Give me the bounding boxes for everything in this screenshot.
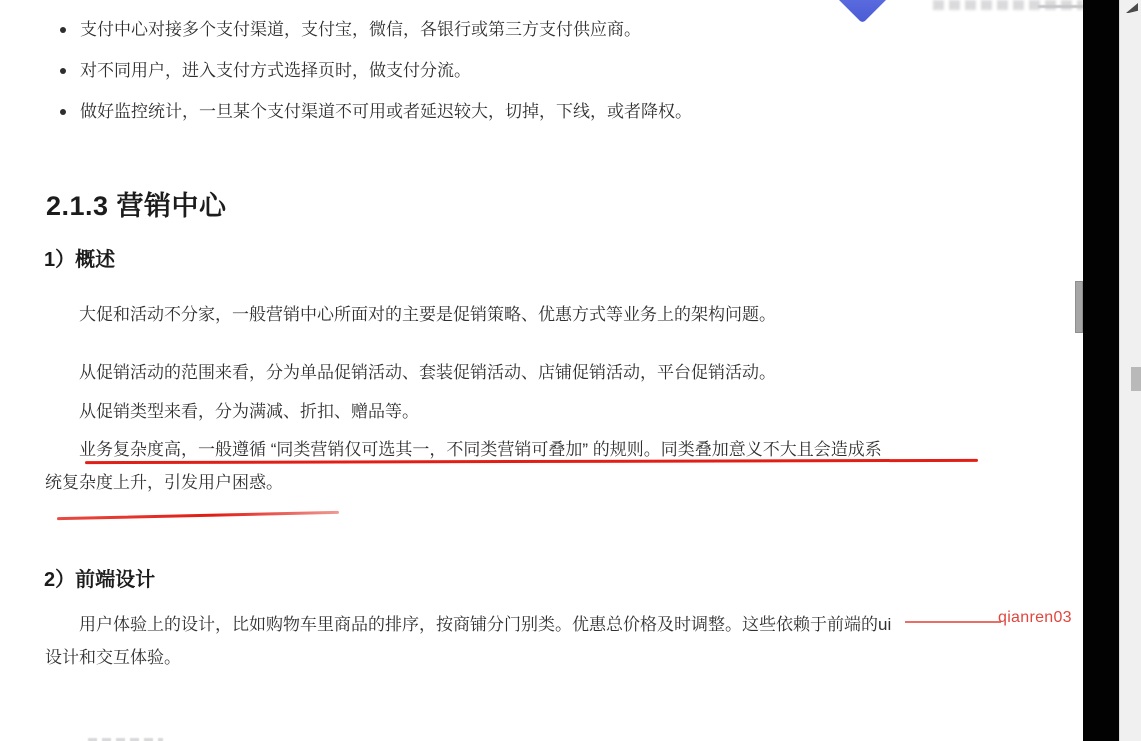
subsection-title-frontend: 2）前端设计 <box>44 569 156 591</box>
bullet-dot-icon <box>60 68 66 74</box>
bullet-dot-icon <box>60 109 66 115</box>
list-item <box>58 100 1038 124</box>
watermark-text: qianren03 <box>998 609 1072 626</box>
list-item <box>58 18 1038 42</box>
watermark-line <box>905 621 1001 623</box>
paragraph: 从促销类型来看，分为满减、折扣、赠品等。 <box>79 402 419 421</box>
paragraph-line2: 设计和交互体验。 <box>45 648 181 667</box>
list-item <box>58 59 1038 83</box>
paragraph: 大促和活动不分家，一般营销中心所面对的主要是促销策略、优惠方式等业务上的架构问题。 <box>79 305 776 324</box>
paragraph-line1: 用户体验上的设计，比如购物车里商品的排序，按商铺分门别类。优惠总价格及时调整。这些依赖于前端的ui <box>79 615 892 634</box>
bullet-text: 支付中心对接多个支付渠道，支付宝，微信，各银行或第三方支付供应商。 <box>80 20 641 39</box>
paragraph: 从促销活动的范围来看，分为单品促销活动、套装促销活动、店铺促销活动，平台促销活动。 <box>79 363 776 382</box>
inner-scrollbar-thumb[interactable] <box>1075 281 1083 333</box>
letterbox-bar <box>1083 0 1119 741</box>
outer-scrollbar-thumb[interactable] <box>1131 367 1141 391</box>
bullet-text: 做好监控统计，一旦某个支付渠道不可用或者延迟较大，切掉，下线，或者降权。 <box>80 102 692 121</box>
section-heading: 2.1.3 营销中心 <box>46 191 227 221</box>
bullet-list <box>58 18 1038 141</box>
subsection-title-overview: 1）概述 <box>44 249 116 271</box>
underlined-paragraph-line1: 业务复杂度高，一般遵循 “同类营销仅可选其一，不同类营销可叠加” 的规则。同类叠加意义不大且会造成系 <box>79 440 882 459</box>
bullet-text: 对不同用户，进入支付方式选择页时，做支付分流。 <box>80 61 471 80</box>
underlined-paragraph-line2: 统复杂度上升，引发用户困惑。 <box>45 473 283 492</box>
red-annotation-stroke <box>57 511 339 520</box>
logo-text-underline <box>1038 5 1083 8</box>
bullet-dot-icon <box>60 27 66 33</box>
